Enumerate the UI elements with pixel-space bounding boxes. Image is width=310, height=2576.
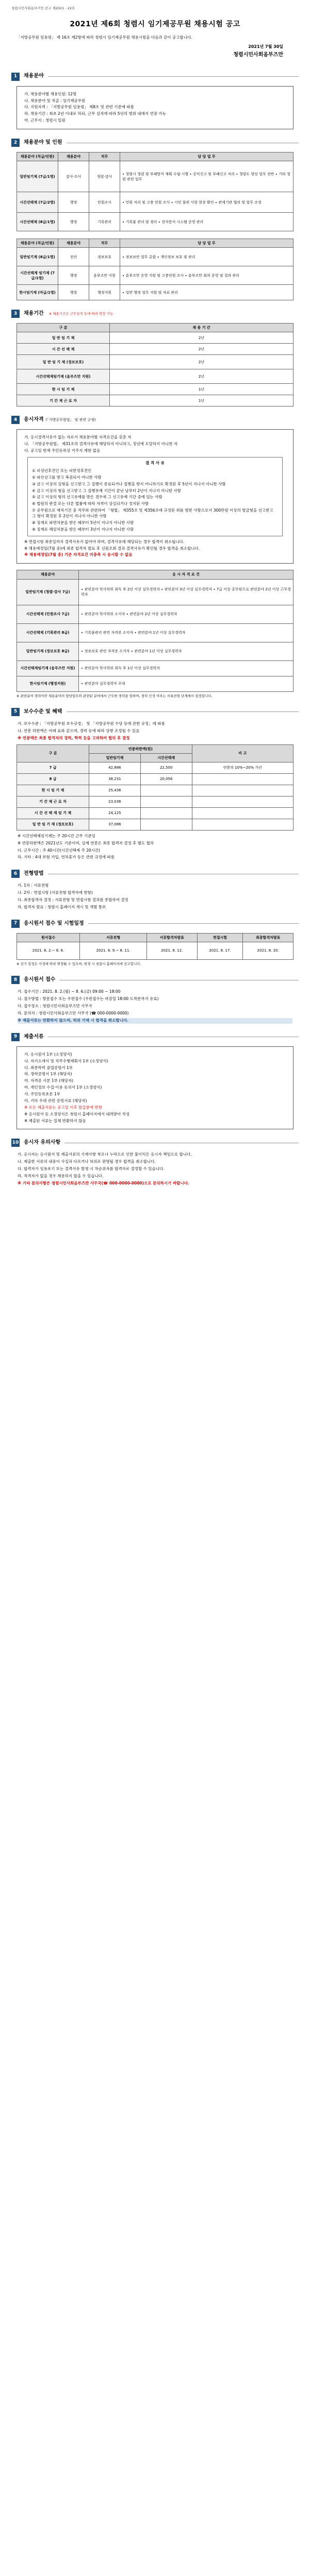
list-item: 다. 최종학력 졸업증명서 1부 xyxy=(24,1065,73,1070)
section-divider xyxy=(67,711,299,712)
table-cell: 시간선택제 (기록관리 8급) xyxy=(17,623,79,642)
table-cell: 옴부즈만 지원 xyxy=(89,266,120,285)
table-cell: 일반임기제 (8급/1명) xyxy=(17,248,58,266)
table-cell xyxy=(140,819,192,830)
table-cell: 2021. 8. 12. xyxy=(146,942,197,959)
table-cell: 행정 xyxy=(58,266,89,285)
list-item: 라. 문의처 : 청렴시민사회옴부즈만 사무국 (☎ 000-0000-0000) xyxy=(18,1011,129,1016)
table-row xyxy=(17,384,293,395)
table-cell xyxy=(192,796,293,807)
table-header: 담 당 업 무 xyxy=(120,239,293,248)
table-cell: 38,231 xyxy=(89,773,141,785)
table-header: 시간선택제 xyxy=(140,753,192,762)
list-item: 가. 1차 : 서류전형 xyxy=(18,883,49,888)
table-cell: ∙ 정보보안 업무 총괄 ∙ 개인정보 보호 및 관리 xyxy=(120,248,293,266)
section-title: 응시원서 접수 및 시험일정 xyxy=(24,920,84,926)
table-cell: 민원조사 xyxy=(89,192,120,213)
table-cell: 일반임기제 (청렴·감사 7급) xyxy=(17,579,79,605)
table-cell: ∙ 청렴시 청렴 및 부패방지 계획 수립·시행 ∙ 공익신고 및 부패신고 처리 ∙ 청렴도 향상 업무 전반 ∙ 기타 청렴 관련 업무 xyxy=(120,161,293,192)
application-list xyxy=(11,989,299,1023)
table-cell: 8 급 xyxy=(17,773,89,785)
table-header: 담 당 업 무 xyxy=(120,152,293,161)
box-title: 결 격 사 유 xyxy=(145,461,165,466)
list-item: 아. 기타 우대 관련 증빙서류 (해당자) xyxy=(24,1098,87,1103)
section-number: 2 xyxy=(11,139,20,147)
list-item: 나. 채용분야 및 직급 : 임기제공무원 xyxy=(24,98,86,103)
list-item: 가. 응시원서 1부 (소정양식) xyxy=(24,1052,72,1057)
table-cell: 2021. 8. 2.~ 8. 6. xyxy=(17,942,80,959)
table-cell xyxy=(192,785,293,796)
table-cell: 시간선택제 (7급/2명) xyxy=(17,192,58,213)
table-header: 일반임기제 xyxy=(89,753,141,762)
page-title: 2021년 제6회 청렴시 임기제공무원 채용시험 공고 xyxy=(70,20,240,29)
table-cell: 1년 xyxy=(110,384,293,395)
table-row xyxy=(17,213,293,231)
section-title: 응시원서 접수 xyxy=(24,977,56,983)
table-header: 채용분야 xyxy=(58,152,89,161)
table-row xyxy=(17,161,293,192)
section-title: 응시자격 xyxy=(24,417,44,423)
table-header: 채 용 기 간 xyxy=(110,324,293,332)
intro-text: 「지방공무원 임용령」 제 16조 제2항에 따라 청렴시 임기제공무원 채용시험을 다음과 같이 공고합니다. xyxy=(17,35,192,40)
list-item: 가. 채용분야별 채용인원: 12명 xyxy=(24,91,77,96)
table-cell xyxy=(192,773,293,785)
table-cell: 행정 xyxy=(58,192,89,213)
table-row xyxy=(17,344,293,355)
table-cell: 23,036 xyxy=(89,796,141,807)
table-row xyxy=(17,369,293,384)
list-item: 라. 적격자가 없을 경우 채용하지 않을 수 있습니다. xyxy=(18,1174,104,1179)
section-2-header xyxy=(11,139,299,147)
list-item: 사. 주민등록초본 1부 xyxy=(24,1092,60,1097)
list-item: 라. 채용기간 : 최초 2년 이내로 하되, 근무 실적에 따라 5년의 범위 내에서 연장 가능 xyxy=(24,111,166,116)
list-item: 나. 2차 : 면접시험 (서류전형 합격자에 한함) xyxy=(18,890,93,895)
section-4-header xyxy=(11,416,299,424)
table-row xyxy=(17,807,293,819)
warning-note: ※ 제출서류는 반환하지 않으며, 허위 기재 시 합격을 취소합니다. xyxy=(18,1018,292,1024)
section-title: 전형방법 xyxy=(24,871,44,877)
table-header: 채용분야 (직급/인원) xyxy=(17,239,58,248)
section-title: 채용분야 xyxy=(24,73,44,79)
table-cell: 20,056 xyxy=(140,773,192,785)
list-item: 가. 응시자는 응시원서 및 제출서류의 기재사항 착오나 누락으로 인한 불이익은 응시자 책임으로 합니다. xyxy=(18,1152,192,1157)
table-row xyxy=(17,285,293,300)
list-item: 나. 자기소개서 및 직무수행계획서 1부 (소정양식) xyxy=(24,1058,108,1063)
disqualification-box xyxy=(27,457,283,536)
selection-list xyxy=(11,883,299,910)
table-cell: ∙ 기록물 관리 및 정리 ∙ 전자문서 시스템 운영 관리 xyxy=(120,213,293,231)
list-item: ② 파산선고를 받고 복권되지 아니한 사람 xyxy=(32,474,102,480)
list-item: 라. 합격자 발표 : 청렴시 홈페이지 게시 및 개별 통보 xyxy=(18,904,106,909)
table-row xyxy=(17,676,293,691)
table-header: 응 시 자 격 요 건 xyxy=(79,570,293,579)
table-cell: 한시임기제 (행정지원) xyxy=(17,676,79,691)
table-row xyxy=(17,605,293,623)
section-1-header xyxy=(11,73,299,81)
list-item: ⑦ 공무원으로 재직기간 중 직무와 관련하여 「형법」 제355조 및 제356조에 규정된 죄를 범한 사람으로서 300만원 이상의 벌금형을 선고받고 그 형이 확정된 후 2년이 지나지 아니한 사람 xyxy=(32,508,273,519)
table-cell xyxy=(192,807,293,819)
table-cell: 22,500 xyxy=(140,762,192,773)
table-cell: 1년 xyxy=(110,395,293,406)
notice-list xyxy=(11,1152,299,1186)
table-cell: 시간선택제 임기제 (7급/1명) xyxy=(17,266,58,285)
list-item: ※ 면접시험 최종일까지 결격사유가 없어야 하며, 결격사유에 해당되는 경우 합격이 취소됩니다. xyxy=(24,539,185,544)
list-item: 마. 근무지 : 청렴시 일원 xyxy=(24,118,66,123)
list-item: 마. 자격증 사본 1부 (해당자) xyxy=(24,1078,73,1083)
list-item: 바. 개인정보 수집·이용 동의서 1부 (소정양식) xyxy=(24,1085,102,1090)
table-header: 비 고 xyxy=(192,744,293,762)
section-number: 3 xyxy=(11,310,20,318)
recruitment-table-2 xyxy=(17,239,293,300)
list-item: ⑧ 징계로 파면처분을 받은 때부터 5년이 지나지 아니한 사람 xyxy=(32,520,134,525)
table-cell: 전산 xyxy=(58,248,89,266)
footnote: ※ 상기 일정은 사정에 따라 변경될 수 있으며, 변경 시 청렴시 홈페이지에 공고합니다. xyxy=(17,961,141,966)
table-cell: 2년 xyxy=(110,369,293,384)
table-cell: 2년 xyxy=(110,344,293,355)
table-cell: 시 간 선 택 제 xyxy=(17,344,110,355)
section-number: 10 xyxy=(11,1139,20,1147)
list-item: 가. 접수기간 : 2021. 8. 2.(월) ~ 8. 6.(금) 09:00 ~ 18:00 xyxy=(18,989,121,994)
table-cell: 37,086 xyxy=(89,819,141,830)
section-number: 5 xyxy=(11,708,20,716)
list-item: ※ 응시원서 등 소정양식은 청렴시 홈페이지에서 내려받아 작성 xyxy=(24,1111,130,1116)
table-cell: 시간선택제임기제 (옴부즈만 지원) xyxy=(17,369,110,384)
table-header: 구 분 xyxy=(17,324,110,332)
section-7-header xyxy=(11,920,299,928)
table-header: 면접시험 xyxy=(197,933,243,942)
warning-note: ※ 연봉액은 최종 합격자의 경력, 학력 등을 고려하여 협의 후 결정 xyxy=(18,735,130,740)
list-item: ⑨ 징계로 해임처분을 받은 때부터 3년이 지나지 아니한 사람 xyxy=(32,527,134,532)
list-item: 가. 보수수준 : 「지방공무원 보수규정」 및 「지방공무원 수당 등에 관한 규정」에 따름 xyxy=(18,721,165,726)
section-subtitle: (「지방공무원법」 및 관련 규정) xyxy=(45,418,96,422)
list-item: 나. 접수방법 : 방문접수 또는 우편접수 (우편접수는 마감일 18:00 도착분까지 유효) xyxy=(18,996,159,1002)
section-note: ※ 채용기간은 근무실적 등에 따라 연장 가능 xyxy=(48,311,113,316)
document-number: 청렴시민사회옴부즈만 공고 제2021 - 22호 xyxy=(11,6,75,10)
table-cell: 한 시 임 기 제 xyxy=(17,785,89,796)
table-cell: 42,886 xyxy=(89,762,141,773)
table-header: 서류전형 xyxy=(80,933,147,942)
table-cell: 행정 xyxy=(58,213,89,231)
table-row xyxy=(17,248,293,266)
table-cell: ∙ 기록물관리 관련 자격증 소지자 ∙ 관련분야 1년 이상 실무경력자 xyxy=(79,623,293,642)
table-cell: 2021. 8. 9.~ 8. 11. xyxy=(80,942,147,959)
table-cell: 일 반 임 기 제 xyxy=(17,332,110,344)
table-row xyxy=(17,942,293,959)
page-footer xyxy=(11,1188,299,1209)
table-cell: 정보보호 xyxy=(89,248,120,266)
salary-table xyxy=(17,744,293,831)
warning-note: ※ 채용예정일(7월 중) 기준 자격요건 미충족 시 응시할 수 없음 xyxy=(24,552,133,557)
section-8-header xyxy=(11,976,299,984)
table-cell: 행정 xyxy=(58,285,89,300)
table-header: 채용분야 xyxy=(58,239,89,248)
table-cell: 24,125 xyxy=(89,807,141,819)
table-row xyxy=(17,660,293,676)
schedule-table xyxy=(17,933,293,960)
table-header: 채용분야 xyxy=(17,570,79,579)
table-row xyxy=(17,623,293,642)
table-cell: 기록관리 xyxy=(89,213,120,231)
table-cell: 청렴·감사 xyxy=(89,161,120,192)
list-item: ※ 모든 제출서류는 공고일 이후 발급분에 한함 xyxy=(24,1105,102,1110)
table-cell xyxy=(140,785,192,796)
section-number: 1 xyxy=(11,73,20,81)
list-item: 나. 제출한 서류의 내용이 사실과 다르거나 허위로 판명될 경우 합격을 취소합니다. xyxy=(18,1159,156,1164)
list-item: ⑤ 금고 이상의 형의 선고유예를 받은 경우에 그 선고유예 기간 중에 있는 사람 xyxy=(32,495,162,500)
table-row xyxy=(17,332,293,344)
qualification-box xyxy=(17,429,293,564)
section-title: 채용분야 및 인원 xyxy=(24,139,62,145)
table-cell: 행정지원 xyxy=(89,285,120,300)
table-cell: 일반임기제 (정보보호 8급) xyxy=(17,642,79,660)
section-6-header xyxy=(11,870,299,878)
table-row xyxy=(17,355,293,369)
documents-box xyxy=(17,1046,293,1130)
table-header: 최종합격자발표 xyxy=(243,933,293,942)
section-1-box xyxy=(17,86,293,129)
salary-list xyxy=(11,721,299,741)
section-5-header xyxy=(11,708,299,716)
table-cell: 25,436 xyxy=(89,785,141,796)
table-cell xyxy=(192,819,293,830)
table-cell xyxy=(140,796,192,807)
table-cell: 시간선택제임기제 (옴부즈만 지원) xyxy=(17,660,79,676)
list-item: 다. 지원자격 : 「지방공무원 임용령」 제8조 및 관련 기준에 따름 xyxy=(24,105,134,110)
list-item: 다. 접수장소 : 청렴시민사회옴부즈만 사무국 xyxy=(18,1004,92,1009)
table-cell: 한 시 임 기 제 xyxy=(17,384,110,395)
table-cell: ∙ 관련분야 학사학위 취득 후 1년 이상 실무경력자 xyxy=(79,660,293,676)
section-number: 4 xyxy=(11,416,20,424)
table-cell: ∙ 정보보호 관련 자격증 소지자 ∙ 관련분야 1년 이상 실무경력자 xyxy=(79,642,293,660)
list-item: ③ 금고 이상의 실형을 선고받고 그 집행이 종료되거나 집행을 받지 아니하기로 확정된 후 5년이 지나지 아니한 사람 xyxy=(32,481,226,486)
table-row xyxy=(17,192,293,213)
announcing-org: 청렴시민사회옴부즈만 xyxy=(233,52,283,58)
table-cell: 연봉의 10%~20% 가산 xyxy=(192,762,293,773)
table-row xyxy=(17,819,293,830)
section-10-header xyxy=(11,1139,299,1147)
list-item: ※ 시간선택제임기제는 주 20시간 근무 기준임 xyxy=(18,833,95,838)
table-cell: 2년 xyxy=(110,355,293,369)
section-3-header xyxy=(11,310,299,318)
recruitment-table-1 xyxy=(17,152,293,231)
table-header: 직무 xyxy=(89,152,120,161)
table-cell: 일 반 임 기 제 (정보보호) xyxy=(17,355,110,369)
table-cell: 7 급 xyxy=(17,762,89,773)
list-item: 나. 「지방공무원법」 제31조의 결격사유에 해당하지 아니하고, 정년에 도달하지 아니한 자 xyxy=(24,442,178,447)
table-cell: 시 간 선 택 제 임 기 제 xyxy=(17,807,89,819)
table-header: 직무 xyxy=(89,239,120,248)
section-divider xyxy=(88,923,299,924)
list-item: 다. 합격자가 임용포기 또는 결격사유 발생 시 차순위자를 합격자로 결정할 수 있습니다. xyxy=(18,1166,165,1172)
list-item: 다. 공고일 현재 주민등록상 거주지 제한 없음 xyxy=(24,448,101,453)
table-row xyxy=(17,762,293,773)
table-row xyxy=(17,773,293,785)
section-9-header xyxy=(11,1033,299,1041)
section-number: 9 xyxy=(11,1033,20,1041)
table-cell: 시간선택제 (민원조사 7급) xyxy=(17,605,79,623)
salary-notes xyxy=(11,834,299,861)
list-item: 라. 기타 : 4대 보험 가입, 연차휴가 등은 관련 규정에 따름 xyxy=(18,855,115,860)
table-header: 채용분야 (직급/인원) xyxy=(17,152,58,161)
table-row xyxy=(17,796,293,807)
section-number: 6 xyxy=(11,870,20,878)
table-cell: ∙ 옴부즈만 운영 지원 및 고충민원 조사 ∙ 옴부즈만 회의 운영 및 결과 관리 xyxy=(120,266,293,285)
table-header: 서류합격자발표 xyxy=(146,933,197,942)
table-cell: ∙ 관련분야 실무경력자 우대 xyxy=(79,676,293,691)
table-cell: 2021. 8. 17. xyxy=(197,942,243,959)
footnote: ※ 관련분야 경력이란 채용분야의 담당업무와 관련된 분야에서 근무한 경력을 말하며, 경력 인정 여부는 서류전형 단계에서 결정합니다. xyxy=(17,693,213,698)
table-header: 구 분 xyxy=(17,744,89,762)
table-cell: 감사·조사 xyxy=(58,161,89,192)
list-item: ※ 채용예정일(7월 중)에 최종 합격자 발표 후 신원조회 결과 결격사유가 확인될 경우 합격을 취소합니다. xyxy=(24,546,200,551)
table-row xyxy=(17,785,293,796)
list-item: 다. 최종합격자 결정 : 서류전형 및 면접시험 결과를 종합하여 결정 xyxy=(18,897,128,903)
qualification-table xyxy=(17,570,293,691)
list-item: ※ 제출된 서류는 일체 반환하지 않음 xyxy=(24,1118,86,1123)
section-title: 채용기간 xyxy=(24,311,44,317)
table-header: 연봉하한액(원) xyxy=(89,744,192,753)
table-cell: 2021. 8. 20. xyxy=(243,942,293,959)
list-item: 가. 응시결격사유가 없는 자로서 채용분야별 자격요건을 갖춘 자 xyxy=(24,435,132,440)
table-cell: 기 간 제 근 로 자 xyxy=(17,796,89,807)
section-title: 보수수준 및 혜택 xyxy=(24,708,62,715)
table-row xyxy=(17,395,293,406)
table-cell: 한시임기제 (마급/1명) xyxy=(17,285,58,300)
list-item: ⑥ 법원의 판결 또는 다른 법률에 따라 자격이 상실되거나 정지된 사람 xyxy=(32,501,149,506)
section-title: 제출서류 xyxy=(24,1033,44,1040)
table-cell: ∙ 관련분야 학사학위 취득 후 2년 이상 실무경력자 ∙ 관련분야 3년 이상 실무경력자 ∙ 7급 이상 공무원으로 관련분야 2년 이상 근무경력자 xyxy=(79,579,293,605)
section-divider xyxy=(48,76,299,77)
section-number: 7 xyxy=(11,920,20,928)
list-item: 나. 연봉 하한액은 아래 표와 같으며, 경력 등에 따라 상향 조정될 수 있음 xyxy=(18,728,140,733)
section-title: 응시자 유의사항 xyxy=(24,1140,61,1146)
table-cell: ∙ 일반 행정 업무 지원 및 자료 관리 xyxy=(120,285,293,300)
contact-note: ※ 기타 문의사항은 청렴시민사회옴부즈만 사무국(☎ 000-0000-0000)으로 문의하시기 바랍니다. xyxy=(18,1180,189,1185)
table-row xyxy=(17,266,293,285)
table-row xyxy=(17,642,293,660)
table-cell: ∙ 관련분야 학사학위 소지자 ∙ 관련분야 2년 이상 실무경력자 xyxy=(79,605,293,623)
list-item: 라. 경력증명서 1부 (해당자) xyxy=(24,1072,72,1077)
list-item: ① 피성년후견인 또는 피한정후견인 xyxy=(32,468,92,473)
section-number: 8 xyxy=(11,976,20,984)
table-cell xyxy=(140,807,192,819)
table-cell: ∙ 민원 처리 및 고충 민원 조사 ∙ 시민 불편 사항 현장 확인 ∙ 관계기관 협의 및 업무 조정 xyxy=(120,192,293,213)
announcement-date: 2021년 7월 30일 xyxy=(248,44,283,49)
table-row xyxy=(17,579,293,605)
list-item: 다. 근무시간 : 주 40시간(시간선택제 주 20시간) xyxy=(18,848,101,853)
table-cell: 일 반 임 기 제 (정보보호) xyxy=(17,819,89,830)
list-item: ※ 연봉하한액은 2021년도 기준이며, 실제 연봉은 최종 합격자 결정 후 별도 협의 xyxy=(18,840,154,845)
table-cell: 2년 xyxy=(110,332,293,344)
period-table xyxy=(17,323,293,406)
list-item: ④ 금고 이상의 형을 선고받고 그 집행유예 기간이 끝난 날부터 2년이 지나지 아니한 사람 xyxy=(32,488,181,493)
table-cell: 기 간 제 근 로 자 xyxy=(17,395,110,406)
table-cell: 시간선택제 (8급/1명) xyxy=(17,213,58,231)
table-cell: 일반임기제 (7급/1명) xyxy=(17,161,58,192)
table-header: 원서접수 xyxy=(17,933,80,942)
